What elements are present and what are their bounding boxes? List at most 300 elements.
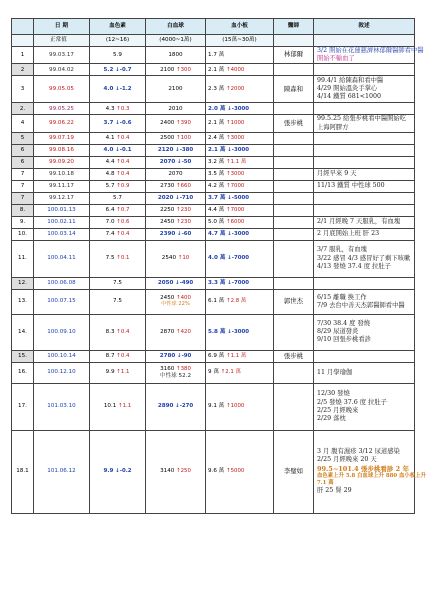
platelet-cell bbox=[206, 277, 274, 289]
description-line: 開始不輸血了 bbox=[317, 55, 355, 63]
white-cell-change: ↑230 bbox=[176, 218, 191, 225]
platelet-value: 2.1 萬 bbox=[208, 66, 225, 73]
platelet-change: ↑1000 bbox=[226, 403, 245, 410]
platelet-value: 4.4 萬 bbox=[208, 206, 225, 213]
row-number: 11. bbox=[12, 240, 34, 277]
description-line: 3 月 腹有濕疹 3/12 尿道感染 bbox=[317, 448, 400, 456]
normal-range-cell-1: 正常值 bbox=[34, 35, 90, 47]
hemoglobin-value: 5.9 bbox=[113, 51, 122, 58]
white-cell-cell bbox=[146, 228, 206, 240]
platelet-cell bbox=[206, 350, 274, 362]
data-row bbox=[12, 204, 415, 216]
doctor-cell bbox=[274, 168, 314, 180]
row-date: 100.10.14 bbox=[34, 350, 90, 362]
row-number: 10. bbox=[12, 228, 34, 240]
row-number: 12. bbox=[12, 277, 34, 289]
white-cell-cell bbox=[146, 314, 206, 350]
platelet-value: 3.5 萬 bbox=[208, 170, 225, 177]
hemoglobin-cell bbox=[90, 103, 146, 115]
white-cell-cell bbox=[146, 144, 206, 156]
platelet-value: 1.7 萬 bbox=[208, 51, 225, 58]
header-cell-4: 血小板 bbox=[206, 19, 274, 35]
description-line: 4/14 鐵質 681<1000 bbox=[317, 93, 382, 101]
platelet-value: 2.0 萬 bbox=[208, 105, 226, 112]
hemoglobin-value: 3.7 bbox=[103, 120, 114, 127]
description-cell bbox=[314, 204, 415, 216]
white-cell-cell bbox=[146, 132, 206, 144]
platelet-change: ↑1.1 萬 bbox=[226, 158, 247, 165]
hemoglobin-change: ↑0.1 bbox=[116, 255, 130, 262]
white-cell-change: ↓-60 bbox=[177, 230, 192, 237]
hemoglobin-change: ↑0.7 bbox=[116, 206, 130, 213]
platelet-cell bbox=[206, 168, 274, 180]
white-cell-cell bbox=[146, 277, 206, 289]
white-cell-value: 2250 bbox=[160, 206, 175, 213]
data-row bbox=[12, 180, 415, 192]
platelet-cell bbox=[206, 180, 274, 192]
white-cell-change: ↑250 bbox=[176, 468, 191, 475]
description-cell bbox=[314, 144, 415, 156]
doctor-cell: 張步桃 bbox=[274, 115, 314, 132]
data-row bbox=[12, 115, 415, 132]
hemoglobin-value: 5.7 bbox=[113, 194, 122, 201]
row-date: 100.12.10 bbox=[34, 362, 90, 383]
white-cell-value: 2500 bbox=[160, 134, 175, 141]
white-cell-change: ↑230 bbox=[176, 206, 191, 213]
normal-range-cell-5 bbox=[274, 35, 314, 47]
platelet-cell bbox=[206, 76, 274, 103]
hemoglobin-value: 4.8 bbox=[105, 170, 115, 177]
hemoglobin-value: 8.3 bbox=[105, 328, 115, 335]
platelet-change: ↑4000 bbox=[226, 66, 245, 73]
hemoglobin-change: ↓-1.2 bbox=[115, 86, 132, 93]
white-cell-cell bbox=[146, 240, 206, 277]
white-cell-change: ↓-490 bbox=[175, 279, 194, 286]
normal-range-cell-6 bbox=[314, 35, 415, 47]
platelet-value: 2.4 萬 bbox=[208, 134, 225, 141]
row-number: 7 bbox=[12, 180, 34, 192]
platelet-value: 4.2 萬 bbox=[208, 182, 225, 189]
doctor-cell bbox=[274, 240, 314, 277]
description-line: 血色素上升 5.8 白血球上升 880 血小板上升 bbox=[317, 472, 426, 479]
row-number: 14. bbox=[12, 314, 34, 350]
description-cell bbox=[314, 383, 415, 430]
platelet-cell bbox=[206, 115, 274, 132]
description-line: 2/25 月經晚來 20 天 bbox=[317, 456, 377, 464]
row-date: 101.06.12 bbox=[34, 430, 90, 513]
white-cell-change: ↑10 bbox=[177, 255, 190, 262]
doctor-cell bbox=[274, 132, 314, 144]
hemoglobin-cell bbox=[90, 430, 146, 513]
doctor-cell bbox=[274, 204, 314, 216]
platelet-change: ↓-3000 bbox=[227, 230, 249, 237]
hemoglobin-change: ↑1.1 bbox=[116, 369, 130, 376]
description-line: 99.5~101.4 張步桃看診 2 年 bbox=[317, 464, 409, 473]
description-cell bbox=[314, 289, 415, 314]
white-cell-cell bbox=[146, 103, 206, 115]
platelet-change: ↓-3000 bbox=[227, 105, 249, 112]
description-line: 6/15 離職 換工作 bbox=[317, 293, 367, 301]
data-row bbox=[12, 314, 415, 350]
description-line: 4/29 開始溫灸手掌心 bbox=[317, 85, 378, 93]
white-cell-cell bbox=[146, 64, 206, 76]
hemoglobin-cell bbox=[90, 47, 146, 64]
row-number: 3 bbox=[12, 76, 34, 103]
hemoglobin-change: ↓-0.2 bbox=[115, 468, 132, 475]
platelet-cell bbox=[206, 47, 274, 64]
hemoglobin-cell bbox=[90, 228, 146, 240]
description-line: 99.4/1 給陳森和看中醫 bbox=[317, 77, 384, 85]
description-cell bbox=[314, 115, 415, 132]
platelet-cell bbox=[206, 192, 274, 204]
normal-range-cell-4: (15萬~30萬) bbox=[206, 35, 274, 47]
platelet-cell bbox=[206, 362, 274, 383]
description-cell bbox=[314, 314, 415, 350]
description-line: 2/25 月經晚來 bbox=[317, 406, 359, 414]
white-cell-value: 2120 bbox=[157, 146, 174, 153]
normal-range-cell-2: (12~16) bbox=[90, 35, 146, 47]
white-cell-value: 2100 bbox=[168, 86, 183, 93]
header-cell-0 bbox=[12, 19, 34, 35]
row-date: 99.07.19 bbox=[34, 132, 90, 144]
neutrophil-note: 中性球 22% bbox=[161, 301, 190, 308]
row-date: 99.06.22 bbox=[34, 115, 90, 132]
description-line: 4/13 發燒 37.4 度 拉肚子 bbox=[317, 262, 391, 270]
white-cell-value: 3140 bbox=[160, 468, 175, 475]
row-number: 8. bbox=[12, 204, 34, 216]
normal-range-row bbox=[12, 35, 415, 47]
platelet-cell bbox=[206, 383, 274, 430]
doctor-cell bbox=[274, 362, 314, 383]
row-date: 101.03.10 bbox=[34, 383, 90, 430]
hemoglobin-value: 4.0 bbox=[103, 86, 114, 93]
description-line: 上海阿膠方 bbox=[317, 123, 349, 131]
hemoglobin-cell bbox=[90, 383, 146, 430]
doctor-cell bbox=[274, 156, 314, 168]
white-cell-cell bbox=[146, 156, 206, 168]
description-line: 3/7 服乳，有血塊 bbox=[317, 246, 367, 254]
description-cell bbox=[314, 192, 415, 204]
hemoglobin-change: ↑0.4 bbox=[116, 352, 130, 359]
doctor-cell bbox=[274, 228, 314, 240]
hemoglobin-value: 7.4 bbox=[105, 230, 115, 237]
white-cell-value: 2780 bbox=[159, 352, 176, 359]
white-cell-value: 2450 bbox=[160, 218, 175, 225]
platelet-value: 2.1 萬 bbox=[208, 120, 225, 127]
hemoglobin-value: 7.5 bbox=[113, 298, 122, 305]
platelet-value: 4.7 萬 bbox=[208, 230, 226, 237]
platelet-change: ↑3000 bbox=[226, 134, 245, 141]
doctor-cell bbox=[274, 277, 314, 289]
description-cell bbox=[314, 76, 415, 103]
blood-record-table bbox=[11, 18, 426, 514]
data-row bbox=[12, 168, 415, 180]
data-row bbox=[12, 47, 415, 64]
description-line: 7/9 去台中善天杰郭醫師看中醫 bbox=[317, 301, 405, 309]
hemoglobin-value: 7.5 bbox=[105, 255, 115, 262]
platelet-cell bbox=[206, 156, 274, 168]
hemoglobin-value: 5.7 bbox=[105, 182, 115, 189]
doctor-cell bbox=[274, 180, 314, 192]
description-line: 2/29 落枕 bbox=[317, 414, 346, 422]
description-line: 3/2 開始在花蓮慈濟林郁爾醫師看中醫 bbox=[317, 47, 424, 54]
white-cell-cell bbox=[146, 216, 206, 228]
hemoglobin-cell bbox=[90, 277, 146, 289]
header-row bbox=[12, 19, 415, 35]
hemoglobin-change: ↑0.4 bbox=[116, 158, 130, 165]
data-row bbox=[12, 289, 415, 314]
data-row bbox=[12, 350, 415, 362]
platelet-value: 2.1 萬 bbox=[208, 146, 226, 153]
doctor-cell: 郭世杰 bbox=[274, 289, 314, 314]
white-cell-cell bbox=[146, 168, 206, 180]
description-line: 9/10 回張步桃看診 bbox=[317, 336, 371, 344]
platelet-cell bbox=[206, 144, 274, 156]
description-line: 肝 25 腎 29 bbox=[317, 487, 352, 494]
platelet-change: ↑2.8 萬 bbox=[226, 298, 247, 305]
platelet-cell bbox=[206, 228, 274, 240]
data-row bbox=[12, 192, 415, 204]
row-date: 99.05.05 bbox=[34, 76, 90, 103]
white-cell-change: ↓-270 bbox=[175, 403, 194, 410]
row-number: 2. bbox=[12, 103, 34, 115]
hemoglobin-cell bbox=[90, 156, 146, 168]
row-date: 100.09.10 bbox=[34, 314, 90, 350]
white-cell-value: 2890 bbox=[157, 403, 174, 410]
description-line: 2 月底開始上班 肝 23 bbox=[317, 230, 380, 238]
hemoglobin-value: 7.0 bbox=[105, 218, 115, 225]
data-row bbox=[12, 144, 415, 156]
platelet-change: ↑1000 bbox=[226, 120, 245, 127]
platelet-value: 9.6 萬 bbox=[208, 468, 225, 475]
platelet-change: ↑3000 bbox=[226, 170, 245, 177]
platelet-change: ↓-5000 bbox=[227, 194, 249, 201]
data-row bbox=[12, 228, 415, 240]
hemoglobin-change: ↓-0.6 bbox=[115, 120, 132, 127]
white-cell-cell bbox=[146, 289, 206, 314]
platelet-cell bbox=[206, 430, 274, 513]
blood-record-sheet bbox=[11, 18, 426, 514]
white-cell-value: 2730 bbox=[160, 182, 175, 189]
hemoglobin-cell bbox=[90, 240, 146, 277]
description-cell bbox=[314, 430, 426, 513]
white-cell-cell bbox=[146, 383, 206, 430]
platelet-change: ↓-7000 bbox=[227, 279, 249, 286]
row-date: 100.02.11 bbox=[34, 216, 90, 228]
data-row bbox=[12, 362, 415, 383]
description-cell bbox=[314, 132, 415, 144]
white-cell-cell bbox=[146, 350, 206, 362]
data-row bbox=[12, 240, 415, 277]
description-cell bbox=[314, 64, 415, 76]
doctor-cell: 張步桃 bbox=[274, 350, 314, 362]
row-date: 99.05.25 bbox=[34, 103, 90, 115]
hemoglobin-change: ↑0.4 bbox=[116, 170, 130, 177]
platelet-cell bbox=[206, 132, 274, 144]
row-number: 5 bbox=[12, 132, 34, 144]
hemoglobin-change: ↓-0.7 bbox=[115, 66, 132, 73]
doctor-cell bbox=[274, 64, 314, 76]
hemoglobin-change: ↓-0.1 bbox=[115, 146, 132, 153]
hemoglobin-change: ↑1.1 bbox=[118, 403, 132, 410]
platelet-cell bbox=[206, 103, 274, 115]
hemoglobin-value: 4.3 bbox=[105, 105, 115, 112]
white-cell-cell bbox=[146, 115, 206, 132]
row-number: 2 bbox=[12, 64, 34, 76]
row-date: 99.09.20 bbox=[34, 156, 90, 168]
hemoglobin-change: ↑0.4 bbox=[116, 230, 130, 237]
hemoglobin-value: 10.1 bbox=[103, 403, 117, 410]
row-number: 13. bbox=[12, 289, 34, 314]
doctor-cell bbox=[274, 314, 314, 350]
platelet-value: 3.7 萬 bbox=[208, 194, 226, 201]
white-cell-cell bbox=[146, 430, 206, 513]
platelet-change: ↓-3000 bbox=[227, 328, 249, 335]
row-number: 18.1 bbox=[12, 430, 34, 513]
platelet-change: ↑2.1 萬 bbox=[220, 369, 241, 376]
platelet-value: 4.0 萬 bbox=[208, 255, 226, 262]
doctor-cell bbox=[274, 144, 314, 156]
header-cell-5: 醫師 bbox=[274, 19, 314, 35]
white-cell-cell bbox=[146, 47, 206, 64]
platelet-change: ↑2000 bbox=[226, 86, 245, 93]
white-cell-value: 2390 bbox=[159, 230, 176, 237]
white-cell-change: ↑380 bbox=[176, 366, 191, 373]
white-cell-cell bbox=[146, 204, 206, 216]
platelet-change: ↑7000 bbox=[226, 206, 245, 213]
row-date: 100.03.14 bbox=[34, 228, 90, 240]
doctor-cell: 李璧如 bbox=[274, 430, 314, 513]
hemoglobin-value: 8.7 bbox=[105, 352, 115, 359]
description-cell bbox=[314, 103, 415, 115]
doctor-cell: 陳森和 bbox=[274, 76, 314, 103]
hemoglobin-cell bbox=[90, 168, 146, 180]
hemoglobin-value: 4.0 bbox=[103, 146, 114, 153]
data-row bbox=[12, 277, 415, 289]
white-cell-value: 2100 bbox=[160, 66, 175, 73]
description-cell bbox=[314, 277, 415, 289]
data-row bbox=[12, 216, 415, 228]
description-cell bbox=[314, 47, 424, 64]
data-row bbox=[12, 132, 415, 144]
platelet-value: 6.9 萬 bbox=[208, 352, 225, 359]
header-cell-6: 敘述 bbox=[314, 19, 415, 35]
white-cell-value: 1800 bbox=[168, 51, 183, 58]
hemoglobin-cell bbox=[90, 132, 146, 144]
platelet-value: 5.8 萬 bbox=[208, 328, 226, 335]
white-cell-value: 2070 bbox=[159, 158, 176, 165]
white-cell-change: ↑390 bbox=[176, 120, 191, 127]
hemoglobin-cell bbox=[90, 144, 146, 156]
description-line: 3/22 感冒 4/3 感冒好了剩下咳嗽 bbox=[317, 254, 411, 262]
data-row bbox=[12, 76, 415, 103]
platelet-value: 3.2 萬 bbox=[208, 158, 225, 165]
white-cell-change: ↑100 bbox=[176, 134, 191, 141]
data-row bbox=[12, 156, 415, 168]
white-cell-value: 2540 bbox=[161, 255, 177, 262]
row-date: 100.04.11 bbox=[34, 240, 90, 277]
data-row bbox=[12, 383, 415, 430]
platelet-change: ↑7000 bbox=[226, 182, 245, 189]
hemoglobin-cell bbox=[90, 64, 146, 76]
platelet-change: ↓-3000 bbox=[227, 146, 249, 153]
white-cell-cell bbox=[146, 362, 206, 383]
row-number: 15. bbox=[12, 350, 34, 362]
white-cell-cell bbox=[146, 180, 206, 192]
header-cell-2: 血色素 bbox=[90, 19, 146, 35]
hemoglobin-change: ↑0.6 bbox=[116, 218, 130, 225]
description-cell bbox=[314, 180, 415, 192]
normal-range-cell-0 bbox=[12, 35, 34, 47]
hemoglobin-value: 4.1 bbox=[105, 134, 115, 141]
row-date: 100.01.13 bbox=[34, 204, 90, 216]
white-cell-value: 2050 bbox=[157, 279, 174, 286]
white-cell-change: ↓-90 bbox=[177, 352, 192, 359]
hemoglobin-cell bbox=[90, 289, 146, 314]
row-date: 100.06.08 bbox=[34, 277, 90, 289]
doctor-cell bbox=[274, 216, 314, 228]
hemoglobin-cell bbox=[90, 362, 146, 383]
white-cell-value: 2010 bbox=[168, 105, 183, 112]
doctor-cell: 林郁爾 bbox=[274, 47, 314, 64]
row-date: 99.10.18 bbox=[34, 168, 90, 180]
description-cell bbox=[314, 216, 415, 228]
row-date: 99.04.02 bbox=[34, 64, 90, 76]
data-row bbox=[12, 64, 415, 76]
row-date: 99.12.17 bbox=[34, 192, 90, 204]
white-cell-cell bbox=[146, 192, 206, 204]
row-number: 7 bbox=[12, 168, 34, 180]
platelet-value: 9 萬 bbox=[208, 369, 219, 376]
platelet-value: 3.3 萬 bbox=[208, 279, 226, 286]
row-date: 99.03.17 bbox=[34, 47, 90, 64]
platelet-cell bbox=[206, 204, 274, 216]
hemoglobin-value: 9.9 bbox=[103, 468, 114, 475]
description-line: 2/1 月經晚 7 天服乳，有血塊 bbox=[317, 218, 401, 226]
description-cell bbox=[314, 168, 415, 180]
platelet-value: 5.0 萬 bbox=[208, 218, 225, 225]
white-cell-value: 2070 bbox=[168, 170, 183, 177]
hemoglobin-cell bbox=[90, 180, 146, 192]
row-number: 4 bbox=[12, 115, 34, 132]
description-line: 11/13 鐵質 中性球 500 bbox=[317, 182, 385, 190]
description-cell bbox=[314, 350, 415, 362]
row-number: 9. bbox=[12, 216, 34, 228]
white-cell-cell bbox=[146, 76, 206, 103]
hemoglobin-cell bbox=[90, 350, 146, 362]
data-row bbox=[12, 103, 415, 115]
description-line: 2/5 發燒 37.6 度 拉肚子 bbox=[317, 398, 387, 406]
hemoglobin-cell bbox=[90, 192, 146, 204]
platelet-cell bbox=[206, 289, 274, 314]
white-cell-value: 2450 bbox=[160, 294, 175, 301]
doctor-cell bbox=[274, 383, 314, 430]
doctor-cell bbox=[274, 192, 314, 204]
row-number: 6 bbox=[12, 144, 34, 156]
hemoglobin-cell bbox=[90, 216, 146, 228]
platelet-change: ↑5000 bbox=[226, 468, 245, 475]
row-number: 7 bbox=[12, 192, 34, 204]
hemoglobin-cell bbox=[90, 76, 146, 103]
header-cell-3: 白血球 bbox=[146, 19, 206, 35]
platelet-change: ↑1.1 萬 bbox=[226, 352, 247, 359]
neutrophil-note: 中性球 52.2 bbox=[159, 372, 191, 379]
description-line: 7.1 萬 bbox=[317, 479, 334, 486]
doctor-cell bbox=[274, 103, 314, 115]
description-cell bbox=[314, 240, 415, 277]
platelet-value: 6.1 萬 bbox=[208, 298, 225, 305]
white-cell-change: ↑300 bbox=[176, 66, 191, 73]
